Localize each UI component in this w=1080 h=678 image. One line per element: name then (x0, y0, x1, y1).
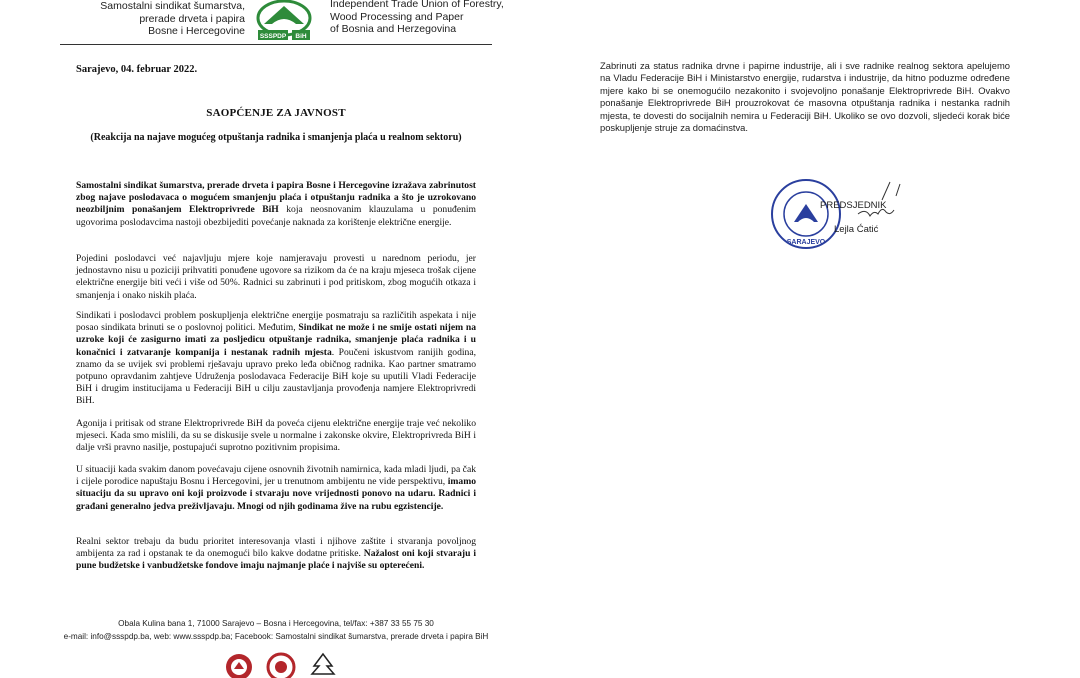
header-right-line: of Bosnia and Herzegovina (330, 23, 457, 35)
header-left-line: Bosne i Hercegovine (148, 25, 245, 37)
document-title: SAOPĆENJE ZA JAVNOST (206, 107, 346, 119)
header-right-line: Wood Processing and Paper (330, 10, 464, 23)
paragraph-5-bold: imamo situaciju da su upravo oni koji proizvode i stvaraju nove vrijednosti ponovo na udaru. Radnici i građani generalno jedva preživljavaju. Mnogi od njih godinama žive na rubu egzistencije. (76, 476, 476, 512)
paragraph-5-text: U situaciji kada svakim danom povećavaju cijene osnovnih životnih namirnica, kada mladi ljudi, pa čak i cijele porodice napuštaju Bosnu i Hercegovini, jer u trenutnom ambijentu ne vide perspektivu, (76, 464, 476, 488)
logo-text-right: BiH (295, 33, 307, 40)
tree-icon (306, 650, 340, 678)
header-left-line: Samostalni sindikat šumarstva, (100, 0, 245, 12)
header-org-name-local (60, 0, 245, 38)
document-date: Sarajevo, 04. februar 2022. (76, 64, 198, 75)
header-divider (60, 44, 492, 45)
paragraph-6 (76, 536, 476, 573)
paragraph-4: Agonija i pritisak od strane Elektroprivrede BiH da poveća cijenu električne energije traje već nekoliko mjeseci. Kada smo mislili, da su se diskusije svele u normalne i zakonske okvire, Elektroprivreda BiH i dalje vrši pravno nasilje, postupajući suprotno pozitivnim propisima. (76, 418, 476, 454)
member-badge-2 (264, 650, 298, 678)
signature-title: PREDSJEDNIK (820, 200, 887, 211)
paragraph-3 (76, 310, 476, 408)
paragraph-5 (76, 464, 476, 513)
paragraph-6-bold: Nažalost oni koji stvaraju i pune budžetske i vanbudžetske fondove imaju najmanje plaće i najviše su opterećeni. (76, 548, 476, 572)
document-subtitle: (Reakcija na najave mogućeg otpuštanja radnika i smanjenja plaća u realnom sektoru) (90, 132, 462, 143)
paragraph-1-bold: Samostalni sindikat šumarstva, prerade drveta i papira Bosne i Hercegovine izražava zabrinutost zbog najave poslodavaca o mogućem smanjenju plaća i otpuštanju radnika a što je uzrokovano neozbiljnim ponašanjem Elektroprivrede BiH (76, 180, 476, 216)
paragraph-1 (76, 180, 476, 229)
paragraph-3-text-a: Sindikati i poslodavci problem poskupljenja električne energije posmatraju sa različitih aspekata i nije posao sindikata brinuti se o poslovnoj politici. Međutim, (76, 310, 476, 334)
signature-name: Lejla Ćatić (834, 224, 879, 235)
header-left-line: prerade drveta i papira (139, 12, 245, 25)
paragraph-2: Pojedini poslodavci već najavljuju mjere koje namjeravaju provesti u narednom periodu, jer jednostavno nisu u poziciji prihvatiti ponuđene ugovore sa rizikom da će na kraju mjeseca trošak cijene električne energije biti veći i više od 50%. Radnici su zabrinuti i pod pritiskom, zbog mogućih otkaza i smanjenja i onako niskih plaća. (76, 253, 476, 301)
logo-text-left: SSSPDP (259, 33, 287, 40)
paragraph-6-text: Realni sektor trebaju da budu prioritet interesovanja vlasti i njihove zaštite i stvaranja povoljnog ambijenta za rad i opstanak te da onemogući bilo kakve dodatne pritiske. (76, 536, 476, 560)
footer-address: Obala Kulina bana 1, 71000 Sarajevo – Bosna i Hercegovina, tel/fax: +387 33 55 75 30 (118, 619, 434, 628)
paragraph-3-text-b: . Poučeni iskustvom ranijih godina, znamo da se uvijek svi problemi rješavaju upravo preko leđa običnog radnika. Kao partner smatramo potpuno opravdanim zahtjeve Udruženja poslodavaca Federacije BiH koje su uputili Vladi Federacije BiH i drugim institucijama u Federaciji BiH u cilju zaustavljanja provođenja namjere Elektroprivredi BiH. (76, 346, 476, 407)
paragraph-appeal: Zabrinuti za status radnika drvne i papirne industrije, ali i sve radnike realnog sektora apelujemo na Vladu Federacije BiH i Ministarstvo energije, rudarstva i industrije, da hitno poduzme određene mjere kako bi se onemogućilo nezakonito i svojevoljno ponašanje Elektroprivrede BiH. Ovakvo ponašanje Elektroprivrede BiH prouzrokovat će masovna otpuštanja radnika i nestanka radnih mjesta, te dovesti do socijalnih nemira u Federaciji BiH. Ukoliko se ovo dozvoli, sljedeći korak biće poskupljenje struje za domaćinstva. (600, 60, 1010, 134)
paragraph-1-text: koja neosnovanim klauzulama u ponuđenim ugovorima poslodavcima nastoji obezbijediti povećanje naknada za korištenje električne energije. (76, 204, 476, 228)
header-org-name-english (330, 0, 530, 36)
footer-contact: e-mail: info@ssspdp.ba, web: www.ssspdp.ba; Facebook: Samostalni sindikat šumarstva, prerade drveta i papira BiH (63, 632, 489, 641)
paragraph-3-bold: Sindikat ne može i ne smije ostati nijem na uzroke koji će zasigurno imati za posljedicu otpuštanje radnika, smanjenje plaća radnika i u konačnici i zatvaranje kompanija i nestanak radnih mjesta (76, 322, 476, 358)
member-badge-1 (222, 650, 256, 678)
header-right-line: Independent Trade Union of Forestry, (330, 0, 504, 10)
union-logo (242, 0, 327, 42)
stamp-text: SARAJEVO (786, 239, 826, 246)
